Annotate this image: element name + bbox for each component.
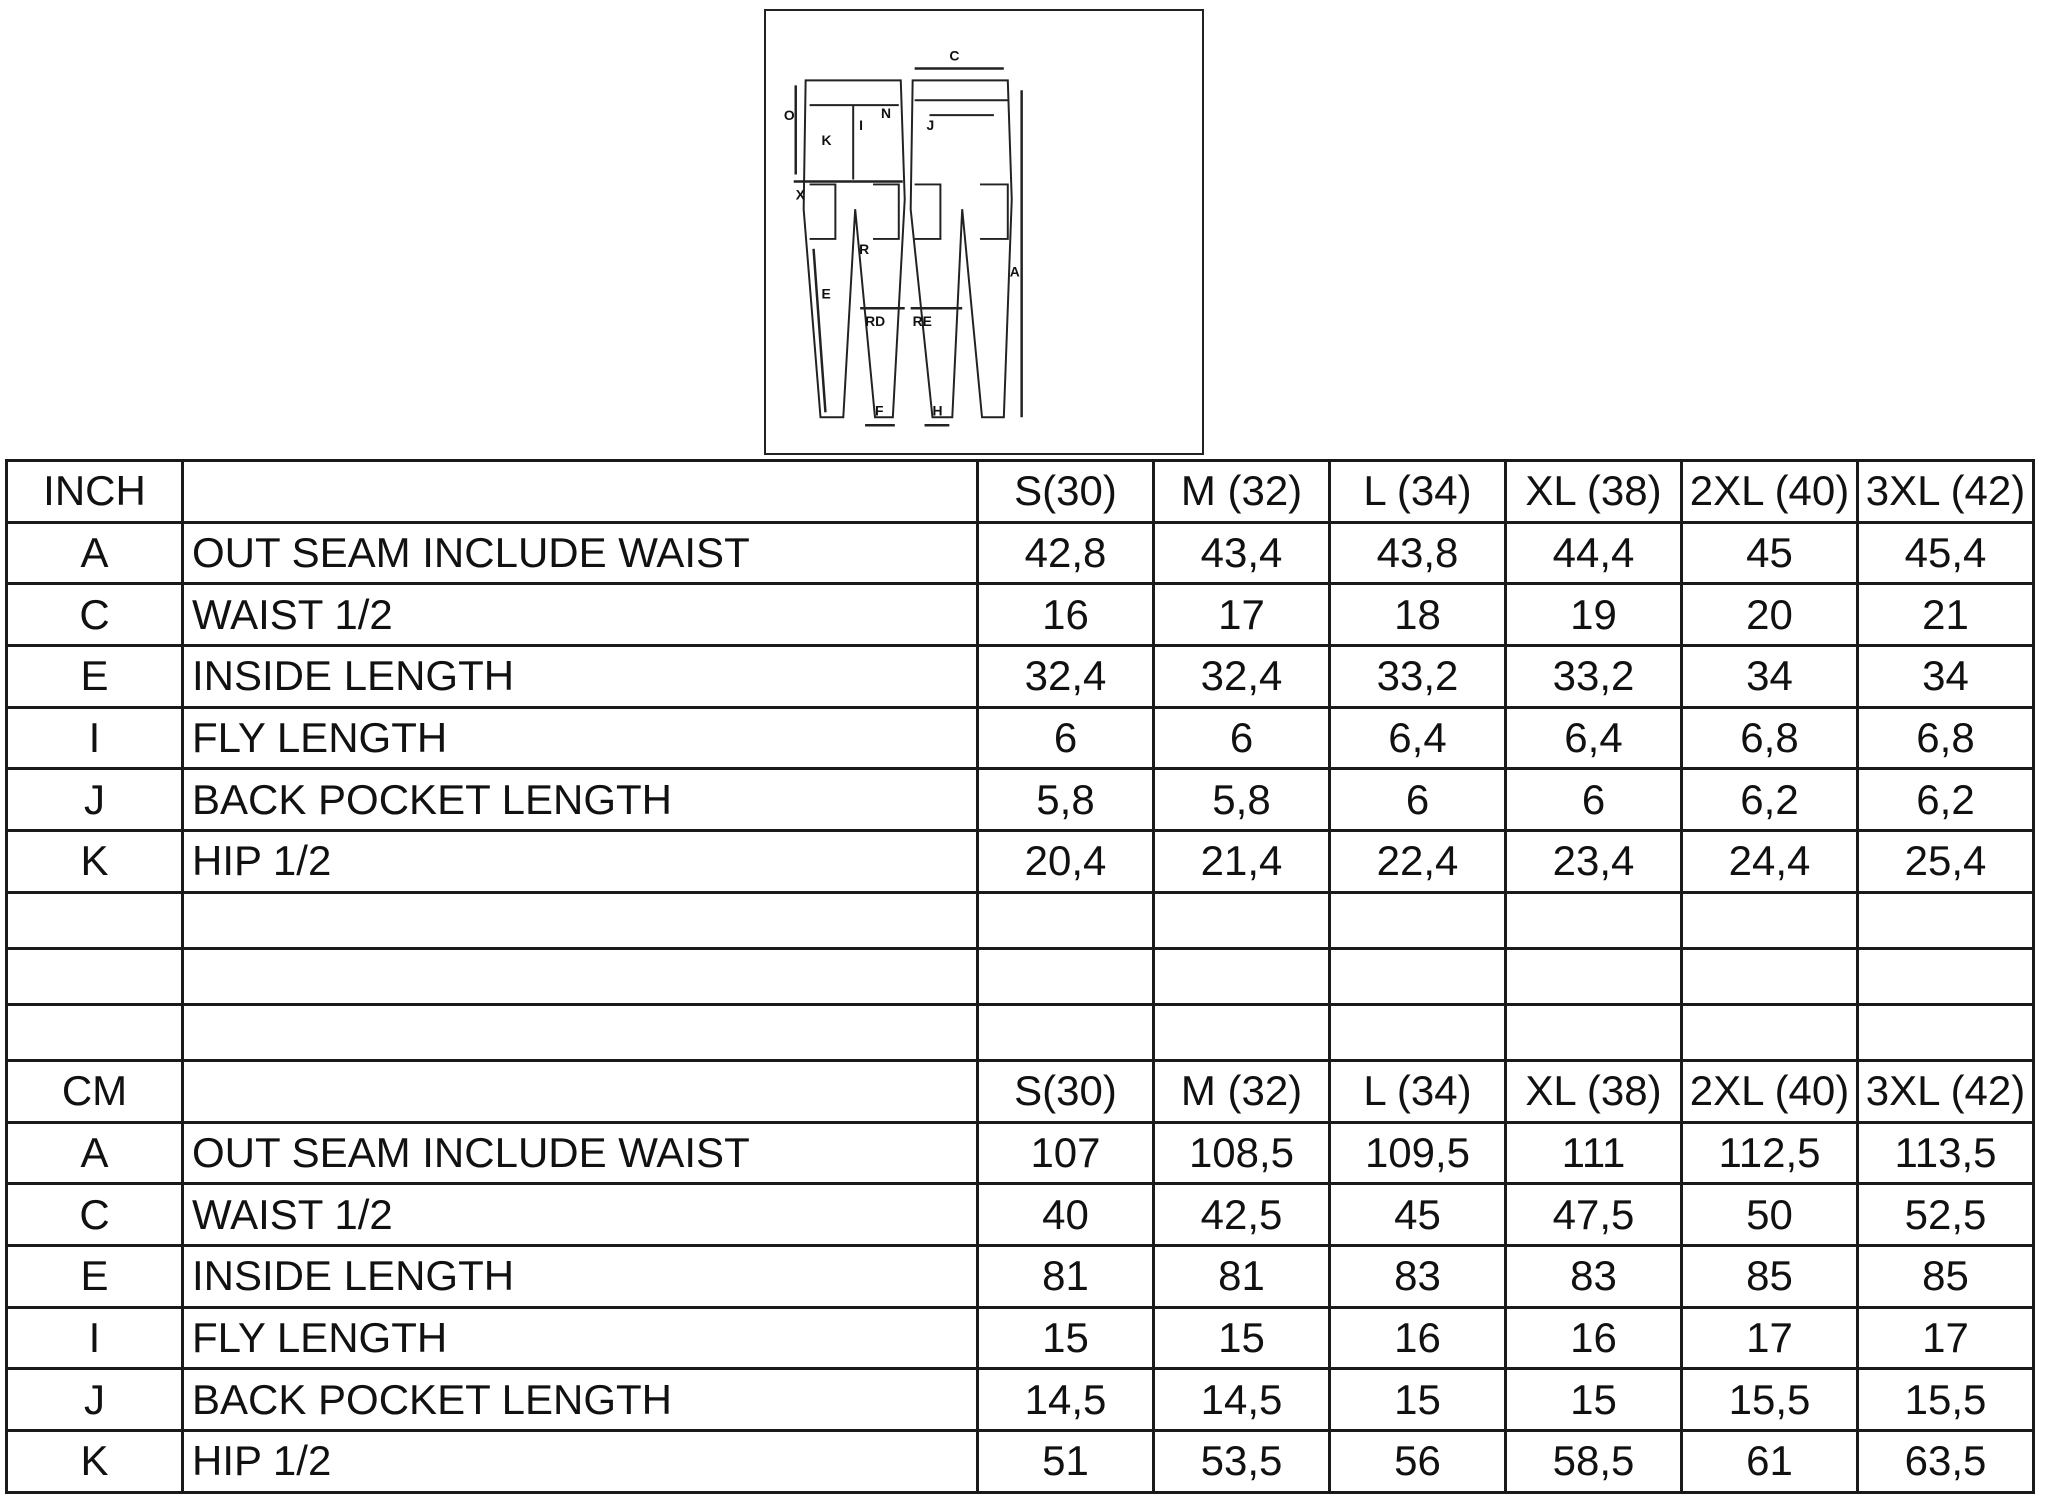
value-cell: 83 (1330, 1245, 1506, 1307)
value-cell: 32,4 (978, 646, 1154, 708)
value-cell: 20,4 (978, 831, 1154, 893)
value-cell: 5,8 (1154, 769, 1330, 831)
value-cell: 6,8 (1858, 707, 2034, 769)
value-cell: 85 (1858, 1245, 2034, 1307)
value-cell: 15 (1506, 1369, 1682, 1431)
measure-code: A (7, 1122, 183, 1184)
value-cell: 6,8 (1682, 707, 1858, 769)
value-cell: 42,5 (1154, 1184, 1330, 1246)
measure-desc: WAIST 1/2 (183, 584, 978, 646)
measure-code: K (7, 1430, 183, 1492)
value-cell: 32,4 (1154, 646, 1330, 708)
value-cell: 61 (1682, 1430, 1858, 1492)
value-cell: 47,5 (1506, 1184, 1682, 1246)
table-row (7, 831, 2034, 893)
value-cell: 19 (1506, 584, 1682, 646)
value-cell: 21 (1858, 584, 2034, 646)
value-cell: 17 (1154, 584, 1330, 646)
measure-desc: FLY LENGTH (183, 707, 978, 769)
measure-code: C (7, 1184, 183, 1246)
value-cell: 44,4 (1506, 522, 1682, 584)
blank-row (7, 1004, 2034, 1060)
table-row (7, 1245, 2034, 1307)
measure-desc: WAIST 1/2 (183, 1184, 978, 1246)
cm-unit-label: CM (7, 1060, 183, 1122)
size-header: 3XL (42) (1858, 1060, 2034, 1122)
size-header: S(30) (978, 461, 1154, 523)
value-cell: 6,2 (1858, 769, 2034, 831)
table-row (7, 769, 2034, 831)
cm-header-row (7, 1060, 2034, 1122)
value-cell: 45 (1330, 1184, 1506, 1246)
measure-desc: INSIDE LENGTH (183, 1245, 978, 1307)
measure-desc: INSIDE LENGTH (183, 646, 978, 708)
size-header: S(30) (978, 1060, 1154, 1122)
value-cell: 50 (1682, 1184, 1858, 1246)
measure-code: J (7, 769, 183, 831)
value-cell: 6 (978, 707, 1154, 769)
value-cell: 58,5 (1506, 1430, 1682, 1492)
diagram-label-r: R (859, 240, 870, 257)
value-cell: 45,4 (1858, 522, 2034, 584)
value-cell: 113,5 (1858, 1122, 2034, 1184)
value-cell: 111 (1506, 1122, 1682, 1184)
value-cell: 5,8 (978, 769, 1154, 831)
inch-header-row (7, 461, 2034, 523)
measure-code: K (7, 831, 183, 893)
table-row (7, 707, 2034, 769)
value-cell: 16 (978, 584, 1154, 646)
diagram-label-o: O (783, 107, 795, 124)
measure-desc: FLY LENGTH (183, 1307, 978, 1369)
value-cell: 109,5 (1330, 1122, 1506, 1184)
value-cell: 6 (1506, 769, 1682, 831)
measure-desc: OUT SEAM INCLUDE WAIST (183, 1122, 978, 1184)
measure-desc: HIP 1/2 (183, 1430, 978, 1492)
diagram-label-i: I (859, 116, 864, 133)
front-pants-outline (804, 80, 905, 417)
value-cell: 40 (978, 1184, 1154, 1246)
measure-desc: OUT SEAM INCLUDE WAIST (183, 522, 978, 584)
value-cell: 43,4 (1154, 522, 1330, 584)
value-cell: 14,5 (978, 1369, 1154, 1431)
measure-code: I (7, 707, 183, 769)
value-cell: 43,8 (1330, 522, 1506, 584)
value-cell: 81 (978, 1245, 1154, 1307)
table-row (7, 1184, 2034, 1246)
value-cell: 21,4 (1154, 831, 1330, 893)
value-cell: 34 (1682, 646, 1858, 708)
size-header: M (32) (1154, 1060, 1330, 1122)
value-cell: 15,5 (1858, 1369, 2034, 1431)
value-cell: 6,4 (1330, 707, 1506, 769)
value-cell: 63,5 (1858, 1430, 2034, 1492)
value-cell: 15 (1330, 1369, 1506, 1431)
table-row (7, 1369, 2034, 1431)
measure-code: C (7, 584, 183, 646)
diagram-label-k: K (821, 131, 832, 148)
value-cell: 83 (1506, 1245, 1682, 1307)
value-cell: 108,5 (1154, 1122, 1330, 1184)
inch-unit-label: INCH (7, 461, 183, 523)
value-cell: 15,5 (1682, 1369, 1858, 1431)
value-cell: 6,4 (1506, 707, 1682, 769)
diagram-label-re: RE (912, 313, 932, 330)
diagram-label-n: N (880, 105, 891, 122)
value-cell: 85 (1682, 1245, 1858, 1307)
value-cell: 17 (1682, 1307, 1858, 1369)
blank-row (7, 892, 2034, 948)
pants-diagram-svg (766, 11, 1202, 453)
value-cell: 45 (1682, 522, 1858, 584)
header-blank (183, 1060, 978, 1122)
size-chart-table (5, 459, 2035, 1494)
value-cell: 6,2 (1682, 769, 1858, 831)
value-cell: 112,5 (1682, 1122, 1858, 1184)
blank-row (7, 948, 2034, 1004)
value-cell: 33,2 (1330, 646, 1506, 708)
value-cell: 53,5 (1154, 1430, 1330, 1492)
value-cell: 24,4 (1682, 831, 1858, 893)
diagram-label-e: E (821, 285, 831, 302)
size-header: 2XL (40) (1682, 1060, 1858, 1122)
measure-code: I (7, 1307, 183, 1369)
diagram-label-x: X (795, 186, 805, 203)
value-cell: 33,2 (1506, 646, 1682, 708)
measure-code: E (7, 646, 183, 708)
table-row (7, 1307, 2034, 1369)
value-cell: 51 (978, 1430, 1154, 1492)
value-cell: 81 (1154, 1245, 1330, 1307)
pants-measurement-diagram (764, 9, 1204, 455)
value-cell: 16 (1506, 1307, 1682, 1369)
value-cell: 25,4 (1858, 831, 2034, 893)
measure-code: E (7, 1245, 183, 1307)
value-cell: 6 (1330, 769, 1506, 831)
size-header: XL (38) (1506, 1060, 1682, 1122)
measure-desc: BACK POCKET LENGTH (183, 1369, 978, 1431)
table-row (7, 1430, 2034, 1492)
value-cell: 107 (978, 1122, 1154, 1184)
value-cell: 34 (1858, 646, 2034, 708)
size-header: L (34) (1330, 461, 1506, 523)
table-row (7, 1122, 2034, 1184)
value-cell: 14,5 (1154, 1369, 1330, 1431)
diagram-label-c: C (949, 47, 960, 64)
diagram-label-f: F (875, 402, 884, 419)
diagram-label-rd: RD (865, 313, 886, 330)
value-cell: 22,4 (1330, 831, 1506, 893)
measure-desc: HIP 1/2 (183, 831, 978, 893)
size-header: 2XL (40) (1682, 461, 1858, 523)
value-cell: 56 (1330, 1430, 1506, 1492)
value-cell: 23,4 (1506, 831, 1682, 893)
size-header: L (34) (1330, 1060, 1506, 1122)
size-header: M (32) (1154, 461, 1330, 523)
measure-desc: BACK POCKET LENGTH (183, 769, 978, 831)
value-cell: 16 (1330, 1307, 1506, 1369)
table-row (7, 646, 2034, 708)
table-row (7, 522, 2034, 584)
value-cell: 42,8 (978, 522, 1154, 584)
value-cell: 52,5 (1858, 1184, 2034, 1246)
header-blank (183, 461, 978, 523)
diagram-label-j: J (926, 116, 935, 133)
value-cell: 15 (1154, 1307, 1330, 1369)
diagram-label-a: A (1009, 263, 1020, 280)
measure-code: J (7, 1369, 183, 1431)
table-row (7, 584, 2034, 646)
measure-code: A (7, 522, 183, 584)
value-cell: 15 (978, 1307, 1154, 1369)
value-cell: 20 (1682, 584, 1858, 646)
size-header: 3XL (42) (1858, 461, 2034, 523)
diagram-label-h: H (932, 402, 943, 419)
value-cell: 6 (1154, 707, 1330, 769)
value-cell: 18 (1330, 584, 1506, 646)
value-cell: 17 (1858, 1307, 2034, 1369)
size-header: XL (38) (1506, 461, 1682, 523)
